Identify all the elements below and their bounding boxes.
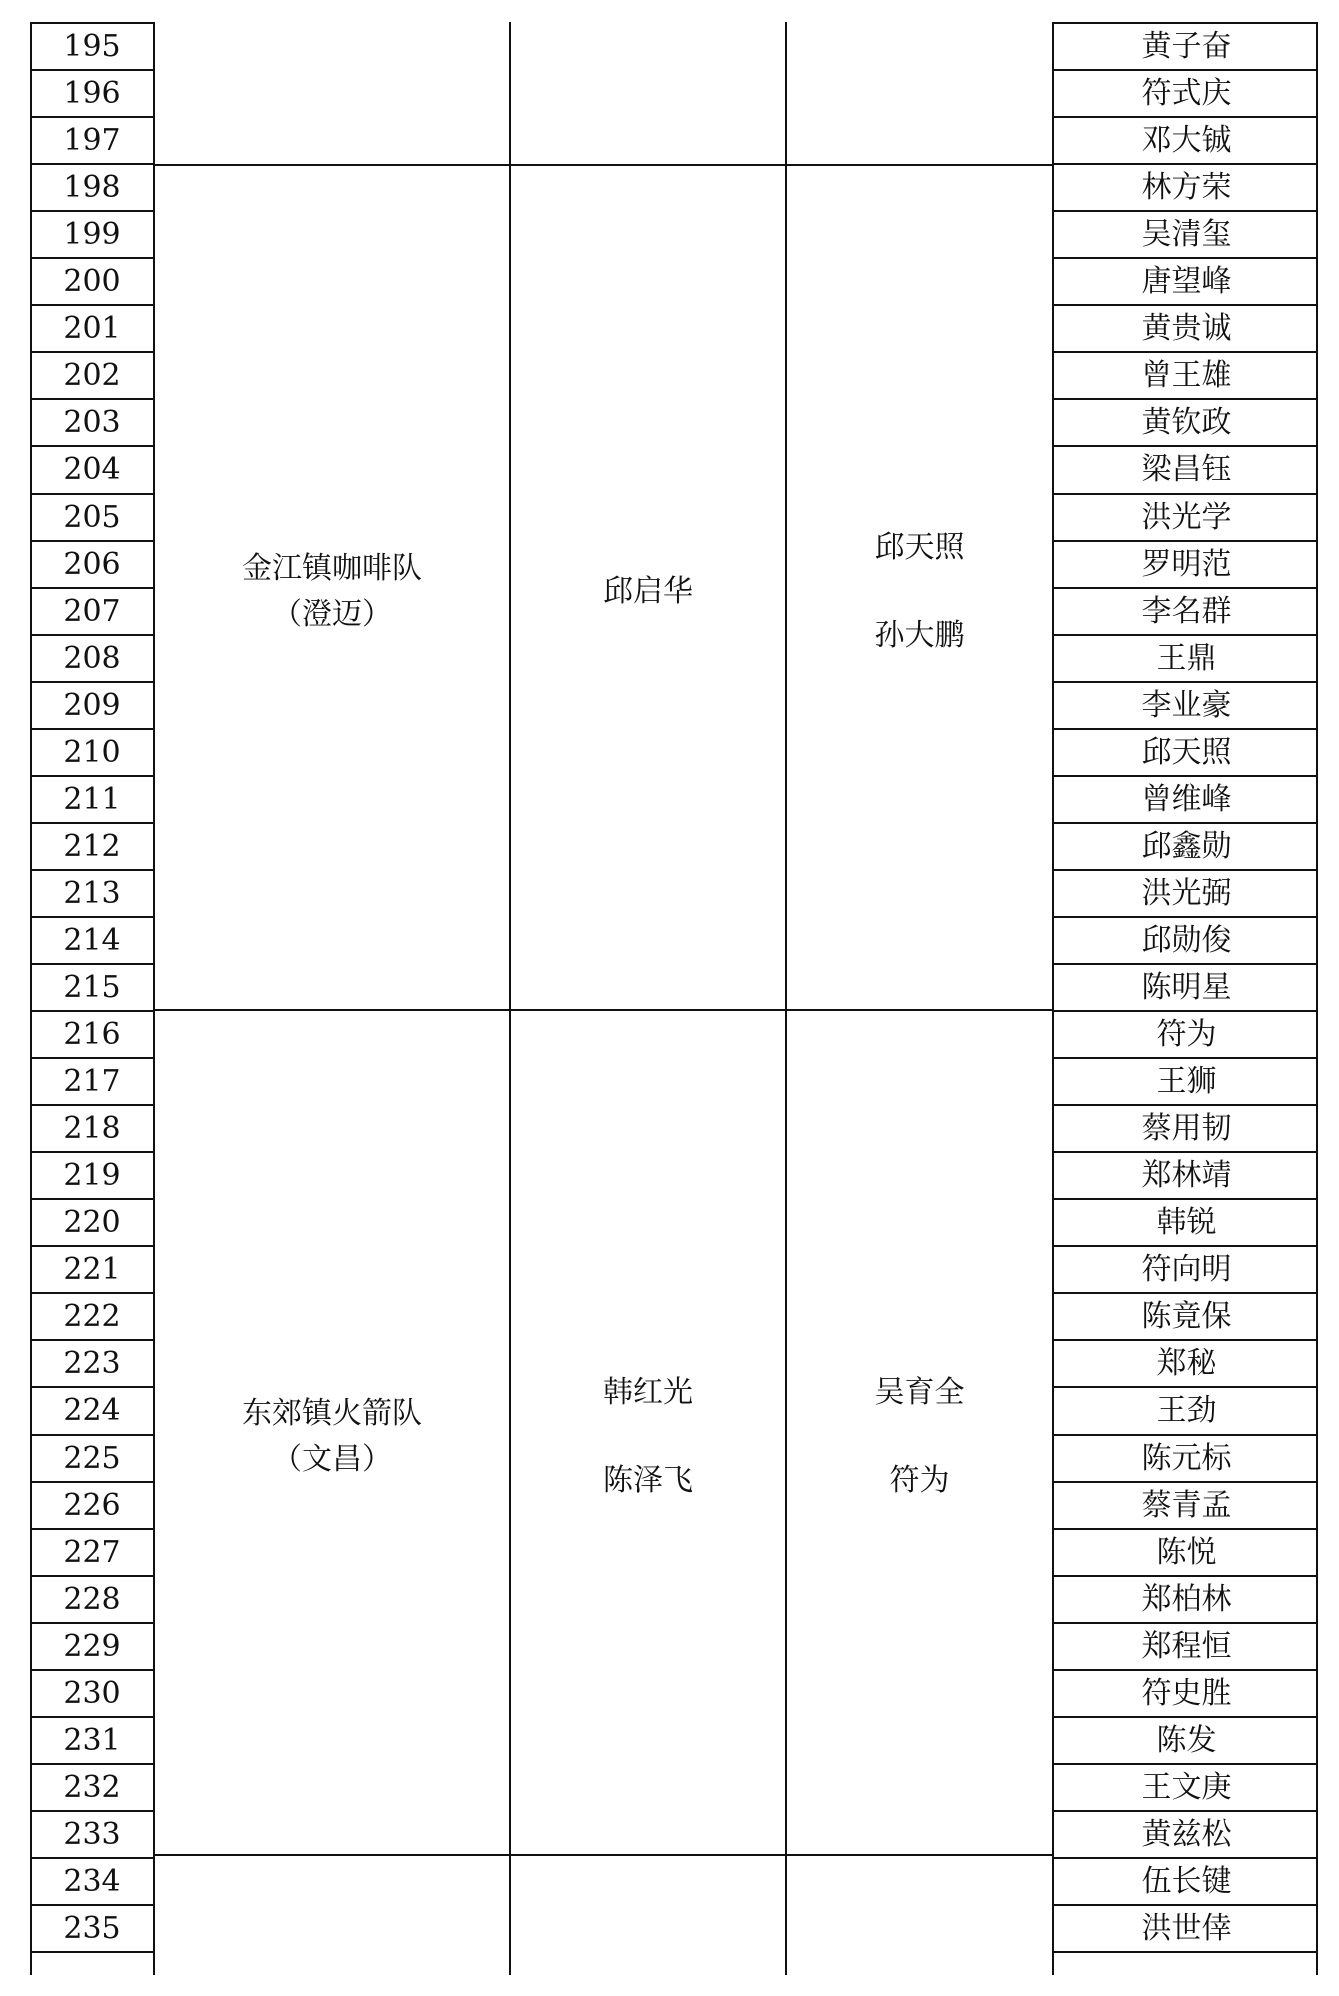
member-name: 洪世倖 — [1141, 1910, 1232, 1946]
member-name: 黄钦政 — [1141, 404, 1232, 440]
member-name: 罗明范 — [1141, 546, 1232, 582]
row-number: 215 — [63, 969, 121, 1005]
member-name: 李业豪 — [1141, 687, 1232, 723]
row-number: 201 — [63, 310, 121, 346]
team-region: （澄迈） — [272, 596, 392, 632]
row-number: 235 — [63, 1910, 121, 1946]
team-region: （文昌） — [272, 1441, 392, 1477]
row-number: 224 — [63, 1392, 121, 1428]
leader-cell-1 — [511, 166, 785, 1009]
member-name: 蔡用韧 — [1141, 1110, 1232, 1146]
row-number: 206 — [63, 546, 121, 582]
member-name: 王狮 — [1156, 1063, 1217, 1099]
leader-name: 韩红光 — [603, 1374, 693, 1410]
row-number: 209 — [63, 687, 121, 723]
coach-name: 符为 — [889, 1462, 950, 1498]
member-name: 符为 — [1156, 1016, 1217, 1052]
coach-name: 吴育全 — [874, 1374, 965, 1410]
member-name: 符向明 — [1141, 1251, 1232, 1287]
member-name: 李名群 — [1141, 593, 1232, 629]
coach-name: 孙大鹏 — [874, 617, 965, 653]
member-name: 邱鑫勋 — [1141, 828, 1232, 864]
row-number: 196 — [63, 75, 121, 111]
row-number: 228 — [63, 1581, 121, 1617]
row-number: 221 — [63, 1251, 121, 1287]
member-name: 吴清玺 — [1141, 216, 1232, 252]
row-number: 226 — [63, 1487, 121, 1523]
row-number: 205 — [63, 499, 121, 535]
member-name: 陈元标 — [1141, 1440, 1232, 1476]
row-number: 227 — [63, 1534, 121, 1570]
member-name: 黄子奋 — [1141, 28, 1232, 64]
member-name: 郑柏林 — [1141, 1581, 1232, 1617]
member-name: 蔡青孟 — [1141, 1487, 1232, 1523]
row-number: 219 — [63, 1157, 121, 1193]
team-cell-1 — [155, 166, 509, 1009]
member-name: 王鼎 — [1156, 640, 1217, 676]
member-name: 黄兹松 — [1141, 1816, 1232, 1852]
leader-name: 陈泽飞 — [603, 1462, 693, 1498]
row-number: 223 — [63, 1345, 121, 1381]
col-line-5 — [1052, 22, 1054, 1975]
row-number: 207 — [63, 593, 121, 629]
row-number: 216 — [63, 1016, 121, 1052]
row-number: 199 — [63, 216, 121, 252]
row-number: 225 — [63, 1440, 121, 1476]
member-name: 陈发 — [1156, 1722, 1217, 1758]
coach-cell-2 — [787, 1011, 1052, 1854]
member-name: 伍长键 — [1141, 1863, 1232, 1899]
member-name: 郑程恒 — [1141, 1628, 1232, 1664]
row-number: 233 — [63, 1816, 121, 1852]
member-name: 唐望峰 — [1141, 263, 1232, 299]
row-number: 200 — [63, 263, 121, 299]
leader-name: 邱启华 — [603, 573, 693, 609]
member-name: 韩锐 — [1156, 1204, 1217, 1240]
member-name: 邓大铖 — [1141, 122, 1232, 158]
member-name: 符式庆 — [1141, 75, 1232, 111]
row-number: 229 — [63, 1628, 121, 1664]
member-name: 邱勋俊 — [1141, 922, 1232, 958]
row-number: 214 — [63, 922, 121, 958]
row-number: 211 — [63, 781, 121, 817]
member-name: 曾王雄 — [1141, 357, 1232, 393]
member-name: 梁昌钰 — [1141, 451, 1232, 487]
member-name: 王文庚 — [1141, 1769, 1232, 1805]
member-name: 黄贵诚 — [1141, 310, 1232, 346]
member-name: 郑秘 — [1156, 1345, 1217, 1381]
row-number: 231 — [63, 1722, 121, 1758]
row-number: 212 — [63, 828, 121, 864]
member-name: 林方荣 — [1141, 169, 1232, 205]
row-number: 198 — [63, 169, 121, 205]
row-number: 203 — [63, 404, 121, 440]
row-number: 208 — [63, 640, 121, 676]
member-name: 洪光学 — [1141, 499, 1232, 535]
team-cell-2 — [155, 1011, 509, 1854]
row-number: 217 — [63, 1063, 121, 1099]
row-number: 210 — [63, 734, 121, 770]
member-name: 陈明星 — [1141, 969, 1232, 1005]
member-name: 陈悦 — [1156, 1534, 1217, 1570]
row-number: 218 — [63, 1110, 121, 1146]
team-name: 金江镇咖啡队 — [242, 550, 422, 586]
coach-cell-1 — [787, 166, 1052, 1009]
member-name: 曾维峰 — [1141, 781, 1232, 817]
row-number: 202 — [63, 357, 121, 393]
group-divider-3 — [153, 1854, 1053, 1856]
row-number: 204 — [63, 451, 121, 487]
row-number: 230 — [63, 1675, 121, 1711]
row-number: 197 — [63, 122, 121, 158]
row-number: 213 — [63, 875, 121, 911]
row-number: 195 — [63, 28, 121, 64]
member-name: 邱天照 — [1141, 734, 1232, 770]
row-number: 232 — [63, 1769, 121, 1805]
member-name: 郑林靖 — [1141, 1157, 1232, 1193]
leader-cell-2 — [511, 1011, 785, 1854]
row-number: 220 — [63, 1204, 121, 1240]
member-name: 洪光弼 — [1141, 875, 1232, 911]
member-name: 陈竟保 — [1141, 1298, 1232, 1334]
row-number: 222 — [63, 1298, 121, 1334]
team-name: 东郊镇火箭队 — [242, 1395, 422, 1431]
row-number: 234 — [63, 1863, 121, 1899]
member-name: 符史胜 — [1141, 1675, 1232, 1711]
member-name: 王劲 — [1156, 1392, 1217, 1428]
coach-name: 邱天照 — [874, 529, 965, 565]
